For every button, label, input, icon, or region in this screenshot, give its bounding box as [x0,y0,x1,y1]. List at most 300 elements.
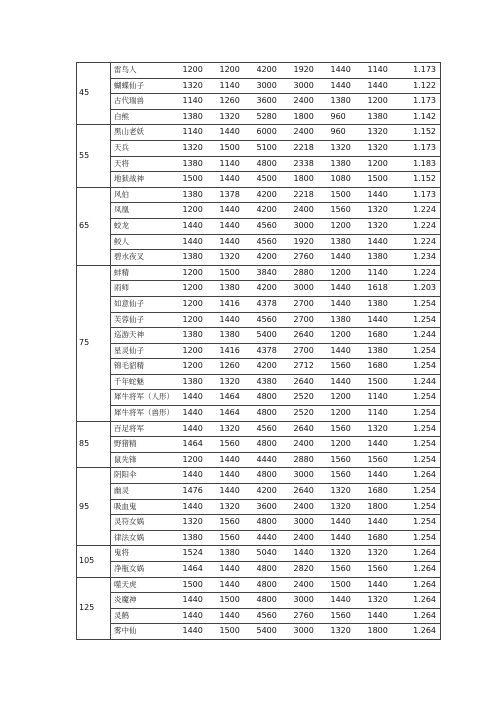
table-row [77,125,441,141]
stat-cell: 1440 [181,593,218,609]
ratio-cell: 1.254 [403,406,441,422]
stat-cell: 1380 [366,296,403,312]
stat-cell: 6000 [255,125,292,141]
ratio-cell: 1.152 [403,125,441,141]
stat-cell: 1320 [218,499,255,515]
stat-cell: 1440 [181,499,218,515]
stat-cell: 1320 [218,109,255,125]
monster-name-cell: 雷鸟人 [111,63,181,79]
ratio-cell: 1.173 [403,140,441,156]
stat-cell: 4800 [255,390,292,406]
ratio-cell: 1.254 [403,530,441,546]
stat-cell: 1440 [218,125,255,141]
stat-cell: 3000 [292,218,329,234]
ratio-cell: 1.224 [403,265,441,281]
stat-cell: 1380 [329,234,366,250]
stat-cell: 1380 [329,156,366,172]
monster-name-cell: 犀牛将军（人形） [111,390,181,406]
stat-cell: 1200 [181,296,218,312]
table-row [77,546,441,562]
stat-cell: 1200 [329,265,366,281]
stat-cell: 4200 [255,203,292,219]
stat-cell: 1140 [218,78,255,94]
ratio-cell: 1.142 [403,109,441,125]
stat-cell: 3000 [292,468,329,484]
stat-cell: 1440 [181,624,218,640]
stat-cell: 1440 [329,343,366,359]
ratio-cell: 1.254 [403,499,441,515]
stat-cell: 4800 [255,437,292,453]
stat-cell: 2400 [292,437,329,453]
table-row [77,515,441,531]
monster-name-cell: 地狱战神 [111,172,181,188]
level-cell: 75 [77,265,111,421]
ratio-cell: 1.254 [403,296,441,312]
ratio-cell: 1.234 [403,250,441,266]
ratio-cell: 1.152 [403,172,441,188]
table-row [77,343,441,359]
monster-name-cell: 幽灵 [111,484,181,500]
stat-cell: 1416 [218,343,255,359]
stat-cell: 1320 [329,140,366,156]
stat-cell: 1200 [218,63,255,79]
stat-cell: 2400 [292,203,329,219]
stat-cell: 1440 [329,530,366,546]
stat-cell: 1920 [292,63,329,79]
stat-cell: 1560 [329,468,366,484]
monster-name-cell: 白熊 [111,109,181,125]
table-row [77,281,441,297]
table-row [77,359,441,375]
table-row [77,390,441,406]
monster-name-cell: 千年蛇魅 [111,374,181,390]
stat-cell: 1680 [366,484,403,500]
stat-cell: 1440 [181,234,218,250]
stat-cell: 1380 [366,343,403,359]
stat-cell: 1320 [218,250,255,266]
stat-cell: 4800 [255,577,292,593]
stat-cell: 1380 [329,94,366,110]
table-row [77,296,441,312]
stat-cell: 1378 [218,187,255,203]
ratio-cell: 1.254 [403,312,441,328]
stat-cell: 1140 [366,265,403,281]
stat-cell: 3000 [292,78,329,94]
stat-cell: 1440 [329,593,366,609]
monster-name-cell: 灵鹤 [111,608,181,624]
monster-name-cell: 古代瑞兽 [111,94,181,110]
stat-cell: 5100 [255,140,292,156]
stat-cell: 1200 [329,218,366,234]
table-row [77,406,441,422]
stat-cell: 1140 [366,390,403,406]
table-row [77,499,441,515]
stat-cell: 1380 [181,530,218,546]
stat-cell: 4560 [255,421,292,437]
stat-cell: 1320 [181,78,218,94]
stat-cell: 1440 [366,468,403,484]
monster-name-cell: 噬天虎 [111,577,181,593]
level-cell: 95 [77,468,111,546]
stat-cell: 4560 [255,608,292,624]
stat-cell: 1140 [181,94,218,110]
stat-cell: 2400 [292,577,329,593]
stat-cell: 1320 [366,593,403,609]
stat-cell: 1380 [181,109,218,125]
stat-cell: 1680 [366,530,403,546]
stat-cell: 1320 [218,374,255,390]
stat-cell: 1440 [181,218,218,234]
stat-cell: 1200 [329,390,366,406]
stat-cell: 1560 [218,530,255,546]
ratio-cell: 1.173 [403,94,441,110]
table-row [77,421,441,437]
stat-cell: 1320 [366,203,403,219]
monster-name-cell: 黑山老妖 [111,125,181,141]
stat-cell: 1440 [329,78,366,94]
table-row [77,94,441,110]
stat-cell: 1440 [292,546,329,562]
stat-cell: 1560 [329,608,366,624]
stat-cell: 1680 [366,328,403,344]
stat-cell: 960 [329,125,366,141]
table-row [77,172,441,188]
stat-cell: 1416 [218,296,255,312]
stat-cell: 1380 [366,250,403,266]
stat-cell: 1440 [329,374,366,390]
stat-cell: 3000 [292,593,329,609]
table-row [77,265,441,281]
table-row [77,109,441,125]
stat-cell: 1200 [181,359,218,375]
stat-cell: 1440 [181,468,218,484]
stat-cell: 1200 [181,265,218,281]
stat-cell: 3000 [255,78,292,94]
monster-name-cell: 蛟龙 [111,218,181,234]
table-row [77,608,441,624]
monster-name-cell: 星灵仙子 [111,343,181,359]
ratio-cell: 1.173 [403,63,441,79]
monster-name-cell: 如意仙子 [111,296,181,312]
stat-cell: 1440 [366,312,403,328]
stat-cell: 1320 [218,421,255,437]
stat-cell: 2820 [292,562,329,578]
stat-cell: 1200 [181,281,218,297]
ratio-cell: 1.224 [403,203,441,219]
stat-cell: 4800 [255,593,292,609]
stat-cell: 1140 [366,63,403,79]
stat-cell: 1560 [329,452,366,468]
stat-cell: 4200 [255,359,292,375]
table-row [77,593,441,609]
stat-cell: 1500 [218,140,255,156]
stat-cell: 4560 [255,234,292,250]
stat-cell: 4560 [255,312,292,328]
stat-cell: 1320 [366,546,403,562]
stat-cell: 1440 [329,515,366,531]
stat-cell: 1200 [329,328,366,344]
stat-cell: 1380 [181,328,218,344]
stat-cell: 1380 [181,156,218,172]
stat-cell: 1440 [218,218,255,234]
stat-cell: 1440 [181,390,218,406]
monster-name-cell: 芙蓉仙子 [111,312,181,328]
stat-cell: 2338 [292,156,329,172]
stat-cell: 1320 [366,218,403,234]
stat-cell: 4200 [255,484,292,500]
ratio-cell: 1.224 [403,234,441,250]
monster-name-cell: 吸血鬼 [111,499,181,515]
monster-name-cell: 天将 [111,156,181,172]
stat-cell: 1476 [181,484,218,500]
ratio-cell: 1.183 [403,156,441,172]
stat-cell: 1200 [181,63,218,79]
stat-cell: 4200 [255,187,292,203]
stat-cell: 4378 [255,296,292,312]
stat-cell: 1440 [218,577,255,593]
stat-cell: 1440 [218,452,255,468]
level-cell: 105 [77,546,111,577]
stat-cell: 1440 [218,468,255,484]
stat-cell: 4440 [255,452,292,468]
stat-cell: 1560 [218,437,255,453]
stat-cell: 1464 [181,562,218,578]
ratio-cell: 1.254 [403,359,441,375]
stat-cell: 1440 [366,78,403,94]
table-row [77,328,441,344]
monster-name-cell: 律法女娲 [111,530,181,546]
stat-cell: 1440 [181,406,218,422]
stat-cell: 1440 [218,608,255,624]
stat-cell: 2218 [292,140,329,156]
stat-cell: 1560 [329,359,366,375]
table-row [77,187,441,203]
stat-cell: 2520 [292,390,329,406]
table-row [77,140,441,156]
stat-cell: 1500 [329,187,366,203]
stat-cell: 1440 [366,437,403,453]
stat-cell: 1200 [181,452,218,468]
table-row [77,63,441,79]
monster-name-cell: 百足将军 [111,421,181,437]
ratio-cell: 1.264 [403,593,441,609]
ratio-cell: 1.254 [403,390,441,406]
stat-cell: 5400 [255,328,292,344]
stat-cell: 1440 [329,63,366,79]
ratio-cell: 1.254 [403,452,441,468]
table-row [77,218,441,234]
level-cell: 125 [77,577,111,639]
table-row [77,78,441,94]
stat-cell: 2712 [292,359,329,375]
table-row [77,203,441,219]
stat-cell: 1320 [329,499,366,515]
stat-cell: 1380 [181,374,218,390]
table-row [77,437,441,453]
stat-cell: 2700 [292,343,329,359]
stat-cell: 1464 [218,406,255,422]
ratio-cell: 1.254 [403,343,441,359]
stat-cell: 1500 [218,624,255,640]
stat-cell: 1320 [366,140,403,156]
stat-cell: 1260 [218,94,255,110]
ratio-cell: 1.254 [403,437,441,453]
stat-cell: 1440 [366,515,403,531]
table-row [77,374,441,390]
ratio-cell: 1.264 [403,562,441,578]
monster-name-cell: 巡游天神 [111,328,181,344]
stat-cell: 1500 [181,577,218,593]
ratio-cell: 1.254 [403,421,441,437]
stat-cell: 4800 [255,468,292,484]
ratio-cell: 1.203 [403,281,441,297]
stat-cell: 4800 [255,562,292,578]
monster-name-cell: 鬼将 [111,546,181,562]
stat-cell: 1320 [329,484,366,500]
stat-cell: 5400 [255,624,292,640]
stat-cell: 1500 [218,593,255,609]
stat-cell: 2400 [292,94,329,110]
stat-cell: 1920 [292,234,329,250]
stat-cell: 1560 [218,515,255,531]
stat-cell: 1440 [329,250,366,266]
stat-cell: 1320 [329,546,366,562]
stat-cell: 2700 [292,312,329,328]
stat-cell: 2400 [292,530,329,546]
stat-cell: 2760 [292,250,329,266]
monster-name-cell: 雾中仙 [111,624,181,640]
stat-cell: 1560 [366,452,403,468]
stat-cell: 2400 [292,125,329,141]
table-row [77,530,441,546]
stat-cell: 1800 [366,624,403,640]
stat-cell: 1440 [218,562,255,578]
table-row [77,562,441,578]
monster-stats-table [76,62,441,640]
stat-cell: 1380 [218,328,255,344]
stat-cell: 2640 [292,421,329,437]
stat-cell: 4800 [255,156,292,172]
ratio-cell: 1.264 [403,624,441,640]
stat-cell: 1440 [218,484,255,500]
ratio-cell: 1.122 [403,78,441,94]
stat-cell: 1440 [329,281,366,297]
ratio-cell: 1.244 [403,374,441,390]
stat-cell: 2640 [292,374,329,390]
stat-cell: 2520 [292,406,329,422]
ratio-cell: 1.254 [403,515,441,531]
stat-cell: 4440 [255,530,292,546]
stat-cell: 4200 [255,281,292,297]
stat-cell: 3000 [292,281,329,297]
level-cell: 65 [77,187,111,265]
stat-cell: 1380 [181,250,218,266]
stat-cell: 1440 [366,234,403,250]
ratio-cell: 1.264 [403,608,441,624]
monster-name-cell: 野猪精 [111,437,181,453]
monster-name-cell: 鼠先锋 [111,452,181,468]
level-cell: 45 [77,63,111,125]
stat-cell: 4200 [255,250,292,266]
monster-name-cell: 雨师 [111,281,181,297]
stat-cell: 1800 [292,109,329,125]
stat-cell: 1380 [366,109,403,125]
stat-cell: 1800 [292,172,329,188]
stat-cell: 960 [329,109,366,125]
table-row [77,452,441,468]
stat-cell: 3840 [255,265,292,281]
stat-cell: 1560 [329,562,366,578]
table-row [77,577,441,593]
stat-cell: 1500 [181,172,218,188]
stat-cell: 2400 [292,499,329,515]
stat-cell: 2700 [292,296,329,312]
stat-cell: 1200 [366,156,403,172]
stat-cell: 1560 [366,562,403,578]
stat-cell: 1440 [218,203,255,219]
stat-cell: 2880 [292,452,329,468]
stat-cell: 1140 [181,125,218,141]
stat-cell: 1440 [366,608,403,624]
stat-cell: 3000 [292,624,329,640]
stat-cell: 1380 [218,546,255,562]
stat-cell: 5280 [255,109,292,125]
stat-cell: 1440 [181,421,218,437]
stat-cell: 1440 [329,296,366,312]
stat-cell: 2880 [292,265,329,281]
stat-cell: 1380 [329,312,366,328]
stat-cell: 2760 [292,608,329,624]
stat-cell: 1618 [366,281,403,297]
stat-cell: 1380 [181,187,218,203]
stat-cell: 1800 [366,499,403,515]
stat-cell: 1464 [181,437,218,453]
table-body [77,63,441,640]
stat-cell: 1560 [329,203,366,219]
stat-cell: 1500 [366,172,403,188]
stat-cell: 1680 [366,359,403,375]
stat-cell: 1200 [329,406,366,422]
table-row [77,624,441,640]
ratio-cell: 1.264 [403,468,441,484]
stat-cell: 3000 [292,515,329,531]
stat-cell: 1200 [366,94,403,110]
monster-name-cell: 凤凰 [111,203,181,219]
stat-cell: 2640 [292,484,329,500]
stat-cell: 4200 [255,63,292,79]
stat-cell: 4380 [255,374,292,390]
monster-name-cell: 净瓶女娲 [111,562,181,578]
table-row [77,234,441,250]
stat-cell: 1500 [218,265,255,281]
ratio-cell: 1.254 [403,484,441,500]
stat-cell: 1440 [218,172,255,188]
ratio-cell: 1.173 [403,187,441,203]
stat-cell: 1320 [366,125,403,141]
stat-cell: 1140 [218,156,255,172]
monster-name-cell: 炎魔神 [111,593,181,609]
monster-name-cell: 碧水夜叉 [111,250,181,266]
stat-cell: 1524 [181,546,218,562]
stat-cell: 1200 [181,343,218,359]
stat-cell: 4800 [255,515,292,531]
stat-cell: 1320 [181,140,218,156]
stat-cell: 1260 [218,359,255,375]
stat-cell: 1560 [329,421,366,437]
stat-cell: 1464 [218,390,255,406]
monster-name-cell: 蝴蝶仙子 [111,78,181,94]
table-row [77,484,441,500]
